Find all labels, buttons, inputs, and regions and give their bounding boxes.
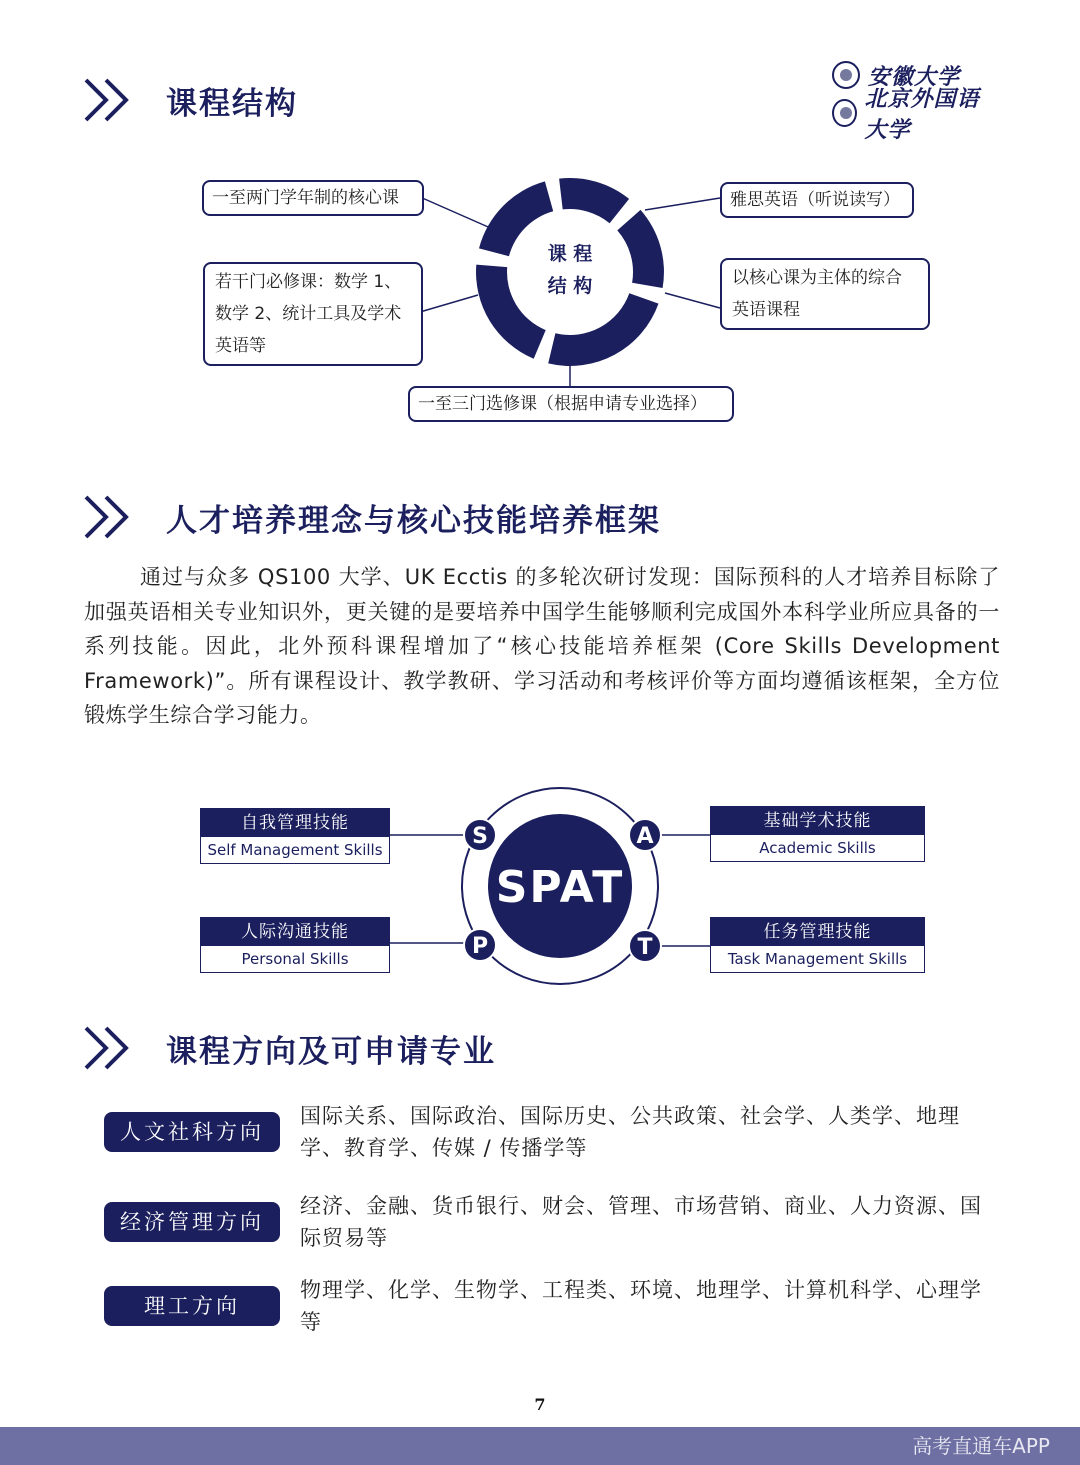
page-number: 7 [534,1395,546,1414]
structure-item-required: 若干门必修课：数学 1、数学 2、统计工具及学术英语等 [203,262,423,366]
structure-donut [476,178,664,366]
structure-center-line1: 课 程 [547,243,593,265]
skill-en-label: Academic Skills [711,835,924,861]
skill-cn-label: 自我管理技能 [201,809,389,837]
donut-segment-4 [476,265,546,359]
structure-item-core: 一至两门学年制的核心课 [202,180,424,216]
skill-cn-label: 人际沟通技能 [201,918,389,946]
spat-s-letter: S [472,824,488,849]
skill-academic [710,806,925,862]
skill-task-management [710,917,925,973]
majors-heading [82,1025,496,1071]
bfsu-logo [832,86,1002,143]
skill-en-label: Personal Skills [201,946,389,972]
connector-ielts [645,198,720,210]
connector-required [420,295,478,312]
donut-segment-5 [479,181,553,256]
anhui-seal-icon [832,61,860,89]
skill-self-management [200,808,390,864]
direction-badge: 经济管理方向 [104,1202,280,1242]
direction-badge: 人文社科方向 [104,1112,280,1152]
skill-cn-label: 任务管理技能 [711,918,924,946]
direction-science-engineering [104,1274,1004,1344]
section-title: 人才培养理念与核心技能培养框架 [166,502,661,539]
direction-badge: 理工方向 [104,1286,280,1326]
framework-paragraph: 通过与众多 QS100 大学、UK Ecctis 的多轮次研讨发现：国际预科的人才培养目标除了加强英语相关专业知识外，更关键的是要培养中国学生能够顺利完成国外本科学业所应具备的一系列技能。因此，北外预科课程增加了“核心技能培养框架 (Core Skills Development Framework)”。所有课程设计、教学教研、学习活动和考核评价等方面均遵循该框架，全方位锻炼学生综合学习能力。 [84,565,1000,727]
watermark: 高考直通车APP [912,1434,1050,1458]
connector-core [420,197,495,230]
donut-segment-2 [617,210,664,288]
skill-cn-label: 基础学术技能 [711,807,924,835]
spat-t-letter: T [637,935,653,960]
spat-p-letter: P [471,934,489,959]
direction-humanities [104,1100,1004,1170]
university-logos [832,56,1002,143]
skill-en-label: Self Management Skills [201,837,389,863]
structure-item-english: 以核心课为主体的综合英语课程 [720,258,930,330]
structure-center-line2: 结 构 [547,275,593,297]
direction-economics [104,1190,1004,1260]
donut-segment-1 [559,178,629,223]
connector-english [665,293,720,308]
direction-majors: 国际关系、国际政治、国际历史、公共政策、社会学、人类学、地理学、教育学、传媒 / 传播学等 [300,1104,960,1160]
structure-item-elective: 一至三门选修课（根据申请专业选择） [408,386,734,422]
section-title: 课程方向及可申请专业 [166,1033,496,1070]
donut-segment-3 [548,293,658,366]
double-chevron-icon [82,494,134,540]
structure-heading [82,77,298,123]
direction-majors: 经济、金融、货币银行、财会、管理、市场营销、商业、人力资源、国际贸易等 [300,1194,982,1250]
framework-heading [82,494,661,540]
anhui-logo-text: 安徽大学 [868,63,961,90]
bfsu-seal-icon [832,99,857,127]
double-chevron-icon [82,1025,134,1071]
double-chevron-icon [82,77,134,123]
spat-center-text: SPAT [495,862,625,913]
direction-majors: 物理学、化学、生物学、工程类、环境、地理学、计算机科学、心理学等 [300,1278,982,1334]
section-title: 课程结构 [166,85,298,122]
structure-item-ielts: 雅思英语（听说读写） [720,182,914,218]
skill-personal [200,917,390,973]
skill-en-label: Task Management Skills [711,946,924,972]
spat-a-letter: A [636,824,654,849]
bfsu-logo-text: 北京外国语大学 [864,86,980,143]
